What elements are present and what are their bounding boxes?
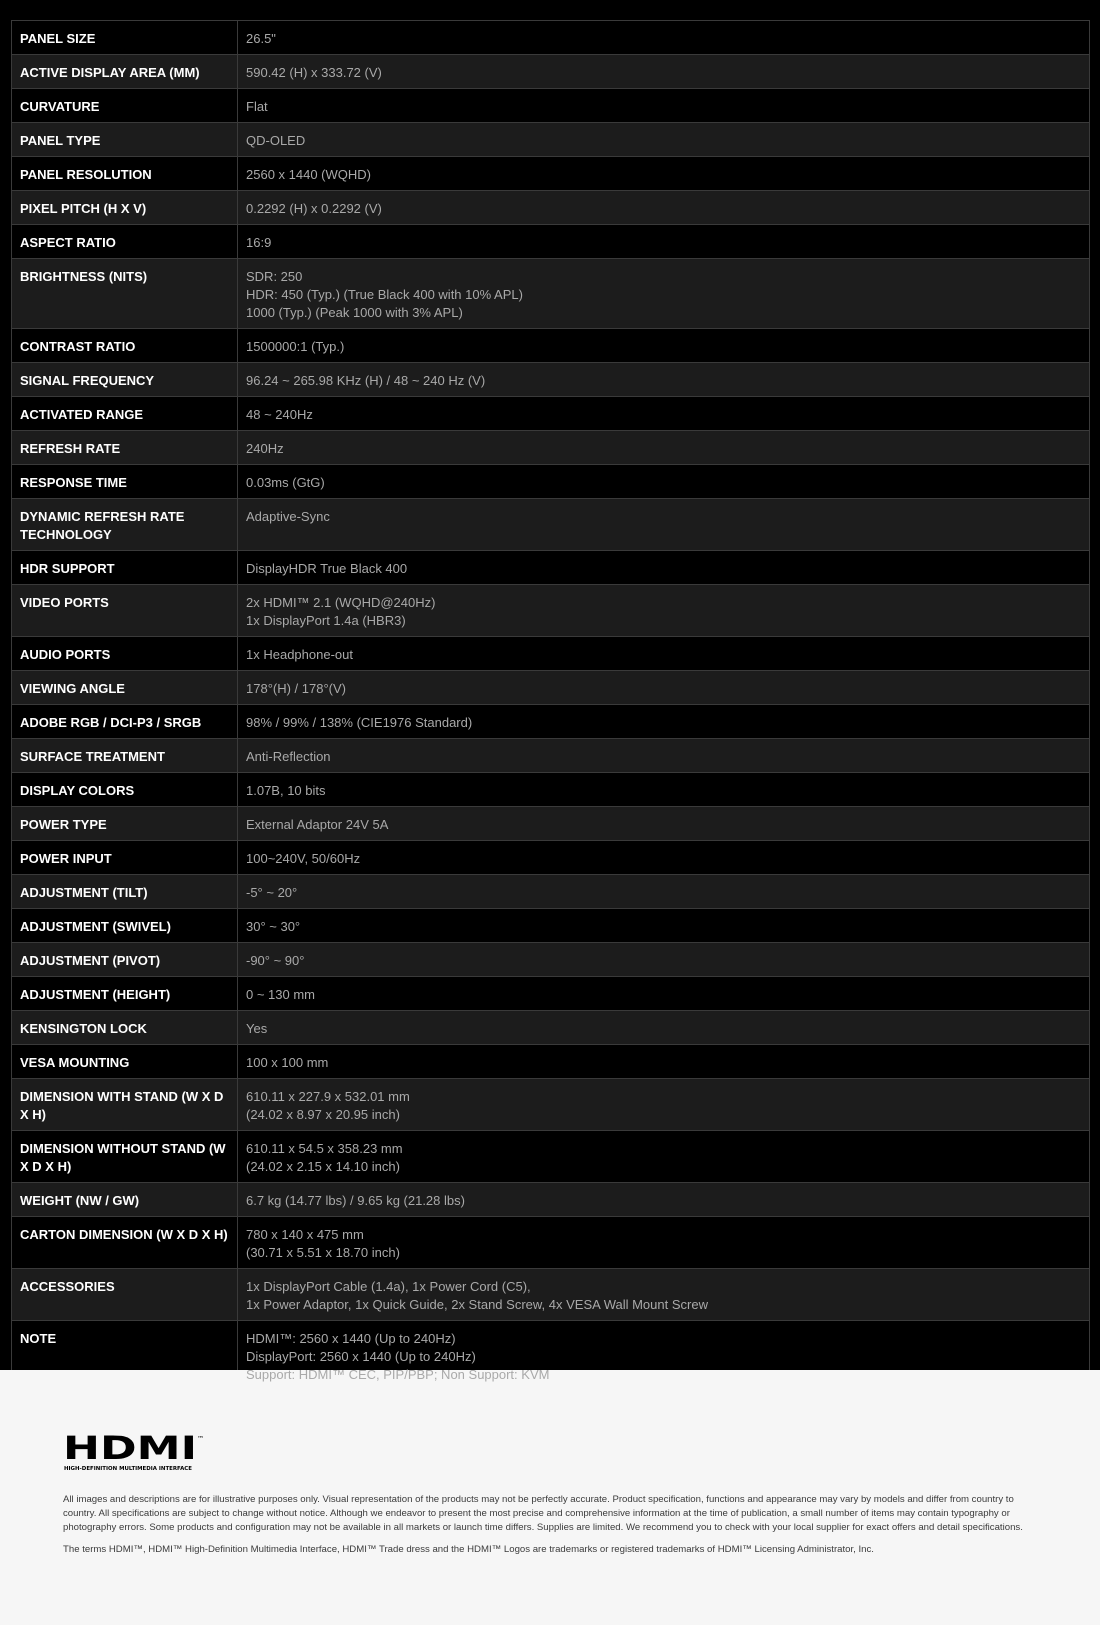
hdmi-logo-tagline: HIGH-DEFINITION MULTIMEDIA INTERFACE bbox=[64, 1466, 193, 1472]
spec-row bbox=[12, 431, 1090, 465]
spec-value-line: -90° ~ 90° bbox=[246, 953, 305, 968]
spec-value bbox=[238, 55, 1090, 89]
spec-label: VESA MOUNTING bbox=[12, 1045, 238, 1079]
spec-row bbox=[12, 773, 1090, 807]
spec-value-line: 48 ~ 240Hz bbox=[246, 407, 313, 422]
spec-value bbox=[238, 259, 1090, 329]
spec-value-line: 1x Headphone-out bbox=[246, 647, 353, 662]
spec-value-line: DisplayPort: 2560 x 1440 (Up to 240Hz) bbox=[246, 1349, 476, 1364]
spec-row bbox=[12, 397, 1090, 431]
spec-value bbox=[238, 1183, 1090, 1217]
spec-row bbox=[12, 585, 1090, 637]
spec-value-line: HDR: 450 (Typ.) (True Black 400 with 10% APL) bbox=[246, 287, 523, 302]
spec-table bbox=[11, 20, 1090, 1391]
spec-value-line: 1500000:1 (Typ.) bbox=[246, 339, 345, 354]
spec-label: CURVATURE bbox=[12, 89, 238, 123]
spec-value-line: 1.07B, 10 bits bbox=[246, 783, 326, 798]
spec-label: ACTIVE DISPLAY AREA (MM) bbox=[12, 55, 238, 89]
spec-value bbox=[238, 637, 1090, 671]
spec-row bbox=[12, 123, 1090, 157]
spec-row bbox=[12, 21, 1090, 55]
spec-value-line: Yes bbox=[246, 1021, 268, 1036]
spec-label: VIEWING ANGLE bbox=[12, 671, 238, 705]
spec-value-line: (24.02 x 2.15 x 14.10 inch) bbox=[246, 1159, 400, 1174]
spec-row bbox=[12, 1131, 1090, 1183]
spec-label: ADJUSTMENT (HEIGHT) bbox=[12, 977, 238, 1011]
spec-label: PANEL RESOLUTION bbox=[12, 157, 238, 191]
spec-row bbox=[12, 671, 1090, 705]
spec-value-line: 780 x 140 x 475 mm bbox=[246, 1227, 364, 1242]
spec-label: POWER TYPE bbox=[12, 807, 238, 841]
spec-label: AUDIO PORTS bbox=[12, 637, 238, 671]
spec-value bbox=[238, 431, 1090, 465]
spec-value-line: 610.11 x 227.9 x 532.01 mm bbox=[246, 1089, 410, 1104]
footer bbox=[0, 1370, 1100, 1625]
spec-label: DIMENSION WITHOUT STAND (W X D X H) bbox=[12, 1131, 238, 1183]
spec-label: ACCESSORIES bbox=[12, 1269, 238, 1321]
spec-row bbox=[12, 909, 1090, 943]
spec-row bbox=[12, 637, 1090, 671]
spec-value-line: 1000 (Typ.) (Peak 1000 with 3% APL) bbox=[246, 305, 463, 320]
spec-value bbox=[238, 123, 1090, 157]
spec-value-line: 0.03ms (GtG) bbox=[246, 475, 325, 490]
spec-value-line: 26.5" bbox=[246, 31, 276, 46]
spec-row bbox=[12, 259, 1090, 329]
spec-value-line: (30.71 x 5.51 x 18.70 inch) bbox=[246, 1245, 400, 1260]
spec-row bbox=[12, 943, 1090, 977]
spec-value-line: Adaptive-Sync bbox=[246, 509, 330, 524]
spec-value-line: SDR: 250 bbox=[246, 269, 303, 284]
spec-value bbox=[238, 1011, 1090, 1045]
spec-row bbox=[12, 329, 1090, 363]
spec-value-line: 0 ~ 130 mm bbox=[246, 987, 316, 1002]
spec-value-line: 6.7 kg (14.77 lbs) / 9.65 kg (21.28 lbs) bbox=[246, 1193, 465, 1208]
spec-value-line: Flat bbox=[246, 99, 268, 114]
spec-value-line: 240Hz bbox=[246, 441, 284, 456]
spec-row bbox=[12, 1183, 1090, 1217]
spec-row bbox=[12, 1011, 1090, 1045]
spec-value bbox=[238, 499, 1090, 551]
spec-value-line: 16:9 bbox=[246, 235, 272, 250]
spec-label: ACTIVATED RANGE bbox=[12, 397, 238, 431]
spec-label: CONTRAST RATIO bbox=[12, 329, 238, 363]
spec-row bbox=[12, 191, 1090, 225]
spec-row bbox=[12, 841, 1090, 875]
spec-row bbox=[12, 499, 1090, 551]
spec-row bbox=[12, 225, 1090, 259]
hdmi-logo-tm: ™ bbox=[197, 1435, 204, 1443]
disclaimer-text: All images and descriptions are for illustrative purposes only. Visual representation of the products may not be perfectly accurate. Product specification, functions and appearance may vary by models and differ from country to country. All specifications are subject to change without notice. Although we endeavor to present the most precise and comprehensive information at the time of publication, a small number of items may contain typography or photography errors. Some products and configuration may not be available in all markets or launch time differs. Supplies are limited. We recommend you to check with your local supplier for exact offers and detail specifications. bbox=[63, 1494, 1023, 1533]
spec-value-line: 178°(H) / 178°(V) bbox=[246, 681, 346, 696]
spec-value bbox=[238, 21, 1090, 55]
spec-value-line: 2x HDMI™ 2.1 (WQHD@240Hz) bbox=[246, 595, 436, 610]
spec-label: ADJUSTMENT (TILT) bbox=[12, 875, 238, 909]
spec-value bbox=[238, 909, 1090, 943]
spec-row bbox=[12, 1269, 1090, 1321]
spec-row bbox=[12, 875, 1090, 909]
spec-value-line: HDMI™: 2560 x 1440 (Up to 240Hz) bbox=[246, 1331, 456, 1346]
spec-label: DYNAMIC REFRESH RATE TECHNOLOGY bbox=[12, 499, 238, 551]
spec-label: DISPLAY COLORS bbox=[12, 773, 238, 807]
spec-label: WEIGHT (NW / GW) bbox=[12, 1183, 238, 1217]
spec-value bbox=[238, 671, 1090, 705]
spec-row bbox=[12, 465, 1090, 499]
spec-value bbox=[238, 89, 1090, 123]
spec-label: DIMENSION WITH STAND (W X D X H) bbox=[12, 1079, 238, 1131]
spec-value bbox=[238, 363, 1090, 397]
spec-value bbox=[238, 585, 1090, 637]
spec-value bbox=[238, 943, 1090, 977]
spec-value-line: 1x DisplayPort Cable (1.4a), 1x Power Cord (C5), bbox=[246, 1279, 531, 1294]
spec-label: VIDEO PORTS bbox=[12, 585, 238, 637]
spec-row bbox=[12, 363, 1090, 397]
spec-value-line: External Adaptor 24V 5A bbox=[246, 817, 389, 832]
spec-value bbox=[238, 157, 1090, 191]
spec-row bbox=[12, 551, 1090, 585]
spec-value-line: Support: HDMI™ CEC, PIP/PBP; Non Support: KVM bbox=[246, 1367, 550, 1382]
spec-value-line: 1x DisplayPort 1.4a (HBR3) bbox=[246, 613, 406, 628]
spec-value bbox=[238, 225, 1090, 259]
spec-label: KENSINGTON LOCK bbox=[12, 1011, 238, 1045]
spec-value-line: 100 x 100 mm bbox=[246, 1055, 329, 1070]
spec-value-line: Anti-Reflection bbox=[246, 749, 331, 764]
hdmi-logo-wordmark: HDMI bbox=[63, 1432, 197, 1467]
spec-value-line: (24.02 x 8.97 x 20.95 inch) bbox=[246, 1107, 400, 1122]
spec-row bbox=[12, 977, 1090, 1011]
spec-value-line: 98% / 99% / 138% (CIE1976 Standard) bbox=[246, 715, 473, 730]
spec-value-line: 1x Power Adaptor, 1x Quick Guide, 2x Stand Screw, 4x VESA Wall Mount Screw bbox=[246, 1297, 708, 1312]
spec-label: NOTE bbox=[12, 1321, 238, 1391]
spec-row bbox=[12, 1217, 1090, 1269]
spec-label: ADOBE RGB / DCI-P3 / SRGB bbox=[12, 705, 238, 739]
spec-value bbox=[238, 191, 1090, 225]
spec-label: SURFACE TREATMENT bbox=[12, 739, 238, 773]
spec-value bbox=[238, 875, 1090, 909]
spec-label: RESPONSE TIME bbox=[12, 465, 238, 499]
spec-value-line: -5° ~ 20° bbox=[246, 885, 298, 900]
spec-value bbox=[238, 705, 1090, 739]
spec-value bbox=[238, 397, 1090, 431]
spec-label: ASPECT RATIO bbox=[12, 225, 238, 259]
spec-label: SIGNAL FREQUENCY bbox=[12, 363, 238, 397]
spec-table-body bbox=[12, 21, 1090, 1391]
spec-label: REFRESH RATE bbox=[12, 431, 238, 465]
spec-value-line: QD-OLED bbox=[246, 133, 306, 148]
spec-value bbox=[238, 977, 1090, 1011]
spec-value bbox=[238, 329, 1090, 363]
spec-value bbox=[238, 551, 1090, 585]
spec-row bbox=[12, 807, 1090, 841]
spec-value bbox=[238, 841, 1090, 875]
spec-value bbox=[238, 807, 1090, 841]
spec-value-line: 590.42 (H) x 333.72 (V) bbox=[246, 65, 382, 80]
spec-label: PANEL SIZE bbox=[12, 21, 238, 55]
spec-value-line: 100~240V, 50/60Hz bbox=[246, 851, 361, 866]
spec-value bbox=[238, 1217, 1090, 1269]
spec-value bbox=[238, 1079, 1090, 1131]
spec-label: PIXEL PITCH (H X V) bbox=[12, 191, 238, 225]
spec-value bbox=[238, 1045, 1090, 1079]
spec-value bbox=[238, 465, 1090, 499]
spec-label: ADJUSTMENT (PIVOT) bbox=[12, 943, 238, 977]
spec-value-line: 0.2292 (H) x 0.2292 (V) bbox=[246, 201, 382, 216]
spec-label: ADJUSTMENT (SWIVEL) bbox=[12, 909, 238, 943]
spec-value bbox=[238, 1269, 1090, 1321]
spec-value-line: 30° ~ 30° bbox=[246, 919, 301, 934]
spec-row bbox=[12, 157, 1090, 191]
spec-row bbox=[12, 89, 1090, 123]
trademark-text: The terms HDMI™, HDMI™ High-Definition Multimedia Interface, HDMI™ Trade dress and the HDMI™ Logos are trademarks or registered trademarks of HDMI™ Licensing Administrator, Inc. bbox=[63, 1544, 874, 1555]
spec-value-line: 96.24 ~ 265.98 KHz (H) / 48 ~ 240 Hz (V) bbox=[246, 373, 486, 388]
spec-row bbox=[12, 705, 1090, 739]
spec-row bbox=[12, 1045, 1090, 1079]
spec-label: PANEL TYPE bbox=[12, 123, 238, 157]
spec-value bbox=[238, 773, 1090, 807]
spec-value bbox=[238, 1131, 1090, 1183]
spec-label: POWER INPUT bbox=[12, 841, 238, 875]
spec-row bbox=[12, 55, 1090, 89]
spec-label: CARTON DIMENSION (W X D X H) bbox=[12, 1217, 238, 1269]
spec-label: HDR SUPPORT bbox=[12, 551, 238, 585]
spec-row bbox=[12, 1079, 1090, 1131]
spec-label: BRIGHTNESS (NITS) bbox=[12, 259, 238, 329]
spec-value-line: DisplayHDR True Black 400 bbox=[246, 561, 408, 576]
spec-value-line: 2560 x 1440 (WQHD) bbox=[246, 167, 371, 182]
hdmi-logo-icon bbox=[63, 1432, 209, 1472]
spec-value-line: 610.11 x 54.5 x 358.23 mm bbox=[246, 1141, 403, 1156]
spec-value bbox=[238, 739, 1090, 773]
spec-row bbox=[12, 739, 1090, 773]
